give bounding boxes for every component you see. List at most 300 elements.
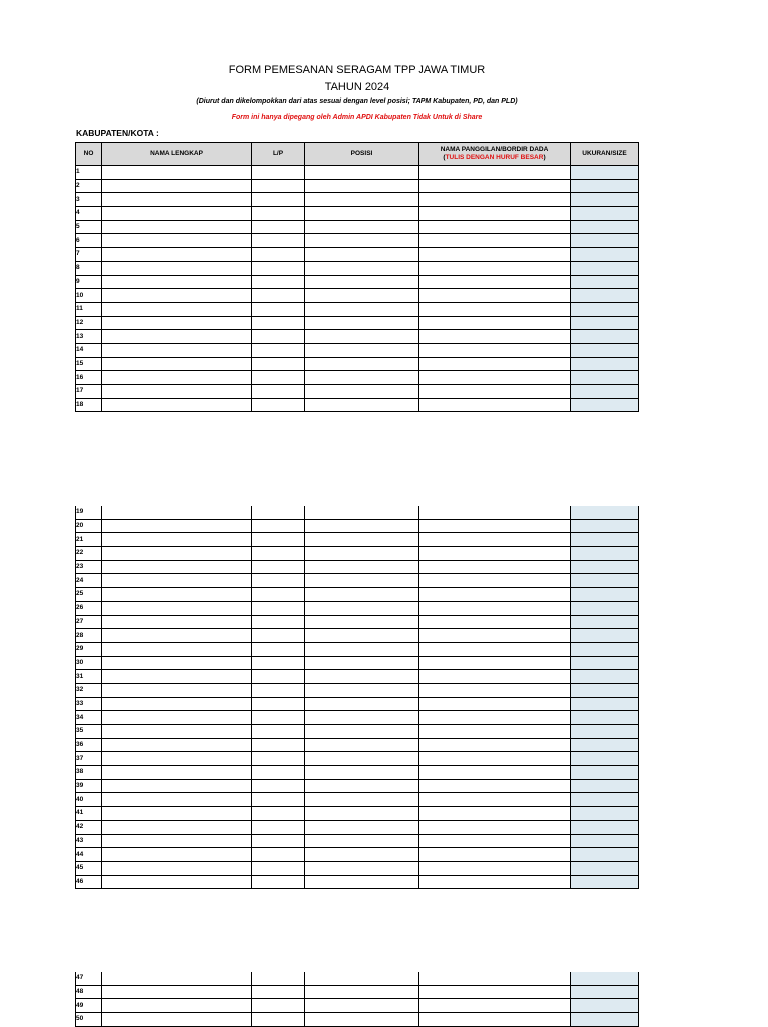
order-table-page-2 <box>75 506 639 889</box>
ukuran-cell[interactable] <box>571 738 639 752</box>
nama-lengkap-cell[interactable] <box>102 385 252 399</box>
table-row <box>76 848 639 862</box>
ukuran-cell[interactable] <box>571 371 639 385</box>
nama-lengkap-cell[interactable] <box>102 574 252 588</box>
nama-panggilan-cell[interactable] <box>419 615 571 629</box>
header-note-close: ) <box>543 154 546 161</box>
nama-lengkap-cell[interactable] <box>102 752 252 766</box>
posisi-cell[interactable] <box>305 985 419 999</box>
table-row <box>76 519 639 533</box>
posisi-cell[interactable] <box>305 261 419 275</box>
posisi-cell[interactable] <box>305 999 419 1013</box>
nama-lengkap-cell[interactable] <box>102 371 252 385</box>
nama-panggilan-cell[interactable] <box>419 519 571 533</box>
nama-panggilan-cell[interactable] <box>419 385 571 399</box>
lp-cell[interactable] <box>252 615 305 629</box>
ukuran-cell[interactable] <box>571 560 639 574</box>
nama-lengkap-cell[interactable] <box>102 683 252 697</box>
header-note-open: ( <box>443 154 446 161</box>
nama-panggilan-cell[interactable] <box>419 985 571 999</box>
lp-cell[interactable] <box>252 193 305 207</box>
posisi-cell[interactable] <box>305 738 419 752</box>
nama-lengkap-cell[interactable] <box>102 302 252 316</box>
nama-panggilan-cell[interactable] <box>419 261 571 275</box>
row-number-cell: 38 <box>76 766 102 780</box>
nama-panggilan-cell[interactable] <box>419 861 571 875</box>
nama-panggilan-cell[interactable] <box>419 193 571 207</box>
nama-lengkap-cell[interactable] <box>102 642 252 656</box>
lp-cell[interactable] <box>252 220 305 234</box>
nama-lengkap-cell[interactable] <box>102 289 252 303</box>
ukuran-cell[interactable] <box>571 193 639 207</box>
ukuran-cell[interactable] <box>571 1013 639 1027</box>
posisi-cell[interactable] <box>305 588 419 602</box>
form-notice: Form ini hanya dipegang oleh Admin APDI Kabupaten Tidak Untuk di Share <box>231 114 483 121</box>
lp-cell[interactable] <box>252 357 305 371</box>
lp-cell[interactable] <box>252 725 305 739</box>
lp-cell[interactable] <box>252 343 305 357</box>
table-row <box>76 302 639 316</box>
nama-panggilan-cell[interactable] <box>419 834 571 848</box>
ukuran-cell[interactable] <box>571 820 639 834</box>
nama-lengkap-cell[interactable] <box>102 779 252 793</box>
nama-panggilan-cell[interactable] <box>419 656 571 670</box>
nama-panggilan-cell[interactable] <box>419 302 571 316</box>
lp-cell[interactable] <box>252 752 305 766</box>
posisi-cell[interactable] <box>305 574 419 588</box>
row-number-cell: 19 <box>76 506 102 519</box>
ukuran-cell[interactable] <box>571 248 639 262</box>
nama-lengkap-cell[interactable] <box>102 848 252 862</box>
nama-panggilan-cell[interactable] <box>419 343 571 357</box>
nama-panggilan-cell[interactable] <box>419 807 571 821</box>
ukuran-cell[interactable] <box>571 683 639 697</box>
posisi-cell[interactable] <box>305 166 419 180</box>
ukuran-cell[interactable] <box>571 793 639 807</box>
nama-lengkap-cell[interactable] <box>102 793 252 807</box>
table-row <box>76 683 639 697</box>
lp-cell[interactable] <box>252 766 305 780</box>
lp-cell[interactable] <box>252 560 305 574</box>
posisi-cell[interactable] <box>305 711 419 725</box>
nama-lengkap-cell[interactable] <box>102 725 252 739</box>
ukuran-cell[interactable] <box>571 588 639 602</box>
row-number-cell: 29 <box>76 642 102 656</box>
nama-lengkap-cell[interactable] <box>102 343 252 357</box>
row-number-cell: 30 <box>76 656 102 670</box>
lp-cell[interactable] <box>252 261 305 275</box>
nama-panggilan-cell[interactable] <box>419 642 571 656</box>
lp-cell[interactable] <box>252 547 305 561</box>
posisi-cell[interactable] <box>305 275 419 289</box>
posisi-cell[interactable] <box>305 193 419 207</box>
ukuran-cell[interactable] <box>571 316 639 330</box>
lp-cell[interactable] <box>252 834 305 848</box>
posisi-cell[interactable] <box>305 820 419 834</box>
lp-cell[interactable] <box>252 848 305 862</box>
ukuran-cell[interactable] <box>571 752 639 766</box>
nama-panggilan-cell[interactable] <box>419 547 571 561</box>
header-nama-panggilan-note: TULIS DENGAN HURUF BESAR <box>445 154 544 161</box>
lp-cell[interactable] <box>252 711 305 725</box>
posisi-cell[interactable] <box>305 179 419 193</box>
nama-lengkap-cell[interactable] <box>102 711 252 725</box>
ukuran-cell[interactable] <box>571 697 639 711</box>
ukuran-cell[interactable] <box>571 985 639 999</box>
ukuran-cell[interactable] <box>571 533 639 547</box>
nama-lengkap-cell[interactable] <box>102 629 252 643</box>
lp-cell[interactable] <box>252 207 305 221</box>
ukuran-cell[interactable] <box>571 519 639 533</box>
nama-lengkap-cell[interactable] <box>102 560 252 574</box>
lp-cell[interactable] <box>252 248 305 262</box>
lp-cell[interactable] <box>252 629 305 643</box>
nama-lengkap-cell[interactable] <box>102 738 252 752</box>
ukuran-cell[interactable] <box>571 547 639 561</box>
nama-lengkap-cell[interactable] <box>102 357 252 371</box>
ukuran-cell[interactable] <box>571 670 639 684</box>
nama-panggilan-cell[interactable] <box>419 398 571 412</box>
ukuran-cell[interactable] <box>571 207 639 221</box>
posisi-cell[interactable] <box>305 330 419 344</box>
nama-panggilan-cell[interactable] <box>419 820 571 834</box>
posisi-cell[interactable] <box>305 670 419 684</box>
posisi-cell[interactable] <box>305 533 419 547</box>
nama-lengkap-cell[interactable] <box>102 248 252 262</box>
row-number-cell: 11 <box>76 302 102 316</box>
nama-lengkap-cell[interactable] <box>102 656 252 670</box>
table-row <box>76 629 639 643</box>
row-number-cell: 44 <box>76 848 102 862</box>
nama-panggilan-cell[interactable] <box>419 601 571 615</box>
posisi-cell[interactable] <box>305 385 419 399</box>
posisi-cell[interactable] <box>305 848 419 862</box>
lp-cell[interactable] <box>252 371 305 385</box>
ukuran-cell[interactable] <box>571 220 639 234</box>
posisi-cell[interactable] <box>305 875 419 889</box>
row-number-cell: 48 <box>76 985 102 999</box>
ukuran-cell[interactable] <box>571 861 639 875</box>
nama-panggilan-cell[interactable] <box>419 248 571 262</box>
row-number-cell: 9 <box>76 275 102 289</box>
nama-lengkap-cell[interactable] <box>102 670 252 684</box>
posisi-cell[interactable] <box>305 302 419 316</box>
ukuran-cell[interactable] <box>571 357 639 371</box>
posisi-cell[interactable] <box>305 220 419 234</box>
posisi-cell[interactable] <box>305 207 419 221</box>
lp-cell[interactable] <box>252 316 305 330</box>
row-number-cell: 21 <box>76 533 102 547</box>
posisi-cell[interactable] <box>305 289 419 303</box>
ukuran-cell[interactable] <box>571 385 639 399</box>
ukuran-cell[interactable] <box>571 972 639 985</box>
lp-cell[interactable] <box>252 738 305 752</box>
table-row <box>76 1013 639 1027</box>
lp-cell[interactable] <box>252 807 305 821</box>
header-nama-lengkap: NAMA LENGKAP <box>102 143 252 166</box>
lp-cell[interactable] <box>252 275 305 289</box>
lp-cell[interactable] <box>252 234 305 248</box>
nama-lengkap-cell[interactable] <box>102 985 252 999</box>
nama-lengkap-cell[interactable] <box>102 193 252 207</box>
nama-panggilan-cell[interactable] <box>419 588 571 602</box>
posisi-cell[interactable] <box>305 766 419 780</box>
table-row <box>76 875 639 889</box>
nama-panggilan-cell[interactable] <box>419 972 571 985</box>
nama-lengkap-cell[interactable] <box>102 533 252 547</box>
table-row <box>76 738 639 752</box>
table-row <box>76 588 639 602</box>
posisi-cell[interactable] <box>305 972 419 985</box>
lp-cell[interactable] <box>252 588 305 602</box>
row-number-cell: 49 <box>76 999 102 1013</box>
ukuran-cell[interactable] <box>571 506 639 519</box>
lp-cell[interactable] <box>252 670 305 684</box>
row-number-cell: 46 <box>76 875 102 889</box>
ukuran-cell[interactable] <box>571 725 639 739</box>
header-no: NO <box>76 143 102 166</box>
nama-lengkap-cell[interactable] <box>102 316 252 330</box>
posisi-cell[interactable] <box>305 547 419 561</box>
nama-panggilan-cell[interactable] <box>419 166 571 180</box>
nama-lengkap-cell[interactable] <box>102 807 252 821</box>
posisi-cell[interactable] <box>305 519 419 533</box>
nama-lengkap-cell[interactable] <box>102 166 252 180</box>
nama-panggilan-cell[interactable] <box>419 711 571 725</box>
nama-panggilan-cell[interactable] <box>419 848 571 862</box>
lp-cell[interactable] <box>252 999 305 1013</box>
nama-lengkap-cell[interactable] <box>102 275 252 289</box>
table-row <box>76 547 639 561</box>
kabupaten-label: KABUPATEN/KOTA : <box>76 128 159 138</box>
row-number-cell: 36 <box>76 738 102 752</box>
lp-cell[interactable] <box>252 330 305 344</box>
row-number-cell: 17 <box>76 385 102 399</box>
nama-lengkap-cell[interactable] <box>102 697 252 711</box>
ukuran-cell[interactable] <box>571 656 639 670</box>
table-row <box>76 985 639 999</box>
posisi-cell[interactable] <box>305 807 419 821</box>
nama-panggilan-cell[interactable] <box>419 766 571 780</box>
lp-cell[interactable] <box>252 533 305 547</box>
lp-cell[interactable] <box>252 398 305 412</box>
ukuran-cell[interactable] <box>571 601 639 615</box>
nama-lengkap-cell[interactable] <box>102 972 252 985</box>
nama-panggilan-cell[interactable] <box>419 330 571 344</box>
nama-lengkap-cell[interactable] <box>102 261 252 275</box>
row-number-cell: 22 <box>76 547 102 561</box>
ukuran-cell[interactable] <box>571 766 639 780</box>
nama-panggilan-cell[interactable] <box>419 207 571 221</box>
ukuran-cell[interactable] <box>571 642 639 656</box>
nama-panggilan-cell[interactable] <box>419 875 571 889</box>
nama-panggilan-cell[interactable] <box>419 234 571 248</box>
table-row <box>76 179 639 193</box>
lp-cell[interactable] <box>252 179 305 193</box>
posisi-cell[interactable] <box>305 398 419 412</box>
posisi-cell[interactable] <box>305 779 419 793</box>
nama-panggilan-cell[interactable] <box>419 779 571 793</box>
nama-panggilan-cell[interactable] <box>419 752 571 766</box>
table-row <box>76 820 639 834</box>
nama-lengkap-cell[interactable] <box>102 999 252 1013</box>
ukuran-cell[interactable] <box>571 629 639 643</box>
lp-cell[interactable] <box>252 779 305 793</box>
nama-lengkap-cell[interactable] <box>102 861 252 875</box>
nama-lengkap-cell[interactable] <box>102 234 252 248</box>
table-row <box>76 533 639 547</box>
posisi-cell[interactable] <box>305 343 419 357</box>
posisi-cell[interactable] <box>305 615 419 629</box>
posisi-cell[interactable] <box>305 793 419 807</box>
nama-lengkap-cell[interactable] <box>102 207 252 221</box>
posisi-cell[interactable] <box>305 560 419 574</box>
nama-lengkap-cell[interactable] <box>102 601 252 615</box>
nama-lengkap-cell[interactable] <box>102 875 252 889</box>
nama-panggilan-cell[interactable] <box>419 371 571 385</box>
posisi-cell[interactable] <box>305 642 419 656</box>
nama-panggilan-cell[interactable] <box>419 275 571 289</box>
lp-cell[interactable] <box>252 972 305 985</box>
nama-panggilan-cell[interactable] <box>419 357 571 371</box>
lp-cell[interactable] <box>252 506 305 519</box>
row-number-cell: 3 <box>76 193 102 207</box>
nama-panggilan-cell[interactable] <box>419 793 571 807</box>
header-posisi: POSISI <box>305 143 419 166</box>
lp-cell[interactable] <box>252 656 305 670</box>
lp-cell[interactable] <box>252 574 305 588</box>
lp-cell[interactable] <box>252 1013 305 1027</box>
ukuran-cell[interactable] <box>571 330 639 344</box>
nama-panggilan-cell[interactable] <box>419 697 571 711</box>
nama-panggilan-cell[interactable] <box>419 316 571 330</box>
posisi-cell[interactable] <box>305 357 419 371</box>
nama-lengkap-cell[interactable] <box>102 220 252 234</box>
ukuran-cell[interactable] <box>571 615 639 629</box>
lp-cell[interactable] <box>252 289 305 303</box>
ukuran-cell[interactable] <box>571 179 639 193</box>
ukuran-cell[interactable] <box>571 875 639 889</box>
header-nama-panggilan-label: NAMA PANGGILAN/BORDIR DADA <box>440 146 549 153</box>
nama-lengkap-cell[interactable] <box>102 506 252 519</box>
form-title: FORM PEMESANAN SERAGAM TPP JAWA TIMUR <box>228 64 486 76</box>
ukuran-cell[interactable] <box>571 807 639 821</box>
ukuran-cell[interactable] <box>571 275 639 289</box>
nama-lengkap-cell[interactable] <box>102 398 252 412</box>
lp-cell[interactable] <box>252 820 305 834</box>
nama-panggilan-cell[interactable] <box>419 179 571 193</box>
row-number-cell: 18 <box>76 398 102 412</box>
posisi-cell[interactable] <box>305 316 419 330</box>
posisi-cell[interactable] <box>305 1013 419 1027</box>
nama-lengkap-cell[interactable] <box>102 820 252 834</box>
lp-cell[interactable] <box>252 385 305 399</box>
nama-panggilan-cell[interactable] <box>419 289 571 303</box>
nama-lengkap-cell[interactable] <box>102 179 252 193</box>
posisi-cell[interactable] <box>305 629 419 643</box>
posisi-cell[interactable] <box>305 752 419 766</box>
table-row <box>76 560 639 574</box>
nama-panggilan-cell[interactable] <box>419 574 571 588</box>
nama-panggilan-cell[interactable] <box>419 683 571 697</box>
ukuran-cell[interactable] <box>571 999 639 1013</box>
ukuran-cell[interactable] <box>571 234 639 248</box>
posisi-cell[interactable] <box>305 248 419 262</box>
nama-panggilan-cell[interactable] <box>419 220 571 234</box>
nama-lengkap-cell[interactable] <box>102 615 252 629</box>
nama-panggilan-cell[interactable] <box>419 738 571 752</box>
lp-cell[interactable] <box>252 793 305 807</box>
ukuran-cell[interactable] <box>571 711 639 725</box>
ukuran-cell[interactable] <box>571 166 639 180</box>
ukuran-cell[interactable] <box>571 343 639 357</box>
nama-lengkap-cell[interactable] <box>102 766 252 780</box>
nama-lengkap-cell[interactable] <box>102 519 252 533</box>
lp-cell[interactable] <box>252 302 305 316</box>
ukuran-cell[interactable] <box>571 834 639 848</box>
nama-panggilan-cell[interactable] <box>419 560 571 574</box>
ukuran-cell[interactable] <box>571 574 639 588</box>
row-number-cell: 34 <box>76 711 102 725</box>
lp-cell[interactable] <box>252 875 305 889</box>
nama-panggilan-cell[interactable] <box>419 629 571 643</box>
lp-cell[interactable] <box>252 697 305 711</box>
posisi-cell[interactable] <box>305 725 419 739</box>
table-row <box>76 972 639 985</box>
posisi-cell[interactable] <box>305 234 419 248</box>
lp-cell[interactable] <box>252 985 305 999</box>
nama-lengkap-cell[interactable] <box>102 834 252 848</box>
lp-cell[interactable] <box>252 519 305 533</box>
posisi-cell[interactable] <box>305 371 419 385</box>
ukuran-cell[interactable] <box>571 848 639 862</box>
ukuran-cell[interactable] <box>571 302 639 316</box>
nama-lengkap-cell[interactable] <box>102 547 252 561</box>
ukuran-cell[interactable] <box>571 261 639 275</box>
ukuran-cell[interactable] <box>571 779 639 793</box>
posisi-cell[interactable] <box>305 601 419 615</box>
lp-cell[interactable] <box>252 601 305 615</box>
posisi-cell[interactable] <box>305 697 419 711</box>
table-row <box>76 193 639 207</box>
nama-panggilan-cell[interactable] <box>419 670 571 684</box>
row-number-cell: 25 <box>76 588 102 602</box>
lp-cell[interactable] <box>252 642 305 656</box>
form-year: TAHUN 2024 <box>324 81 390 93</box>
nama-panggilan-cell[interactable] <box>419 506 571 519</box>
posisi-cell[interactable] <box>305 861 419 875</box>
lp-cell[interactable] <box>252 861 305 875</box>
lp-cell[interactable] <box>252 683 305 697</box>
ukuran-cell[interactable] <box>571 398 639 412</box>
nama-panggilan-cell[interactable] <box>419 999 571 1013</box>
table-row <box>76 207 639 221</box>
posisi-cell[interactable] <box>305 683 419 697</box>
row-number-cell: 7 <box>76 248 102 262</box>
nama-panggilan-cell[interactable] <box>419 1013 571 1027</box>
posisi-cell[interactable] <box>305 656 419 670</box>
table-header-row <box>76 143 639 166</box>
posisi-cell[interactable] <box>305 506 419 519</box>
nama-panggilan-cell[interactable] <box>419 725 571 739</box>
nama-lengkap-cell[interactable] <box>102 1013 252 1027</box>
ukuran-cell[interactable] <box>571 289 639 303</box>
nama-lengkap-cell[interactable] <box>102 588 252 602</box>
nama-panggilan-cell[interactable] <box>419 533 571 547</box>
posisi-cell[interactable] <box>305 834 419 848</box>
nama-lengkap-cell[interactable] <box>102 330 252 344</box>
lp-cell[interactable] <box>252 166 305 180</box>
